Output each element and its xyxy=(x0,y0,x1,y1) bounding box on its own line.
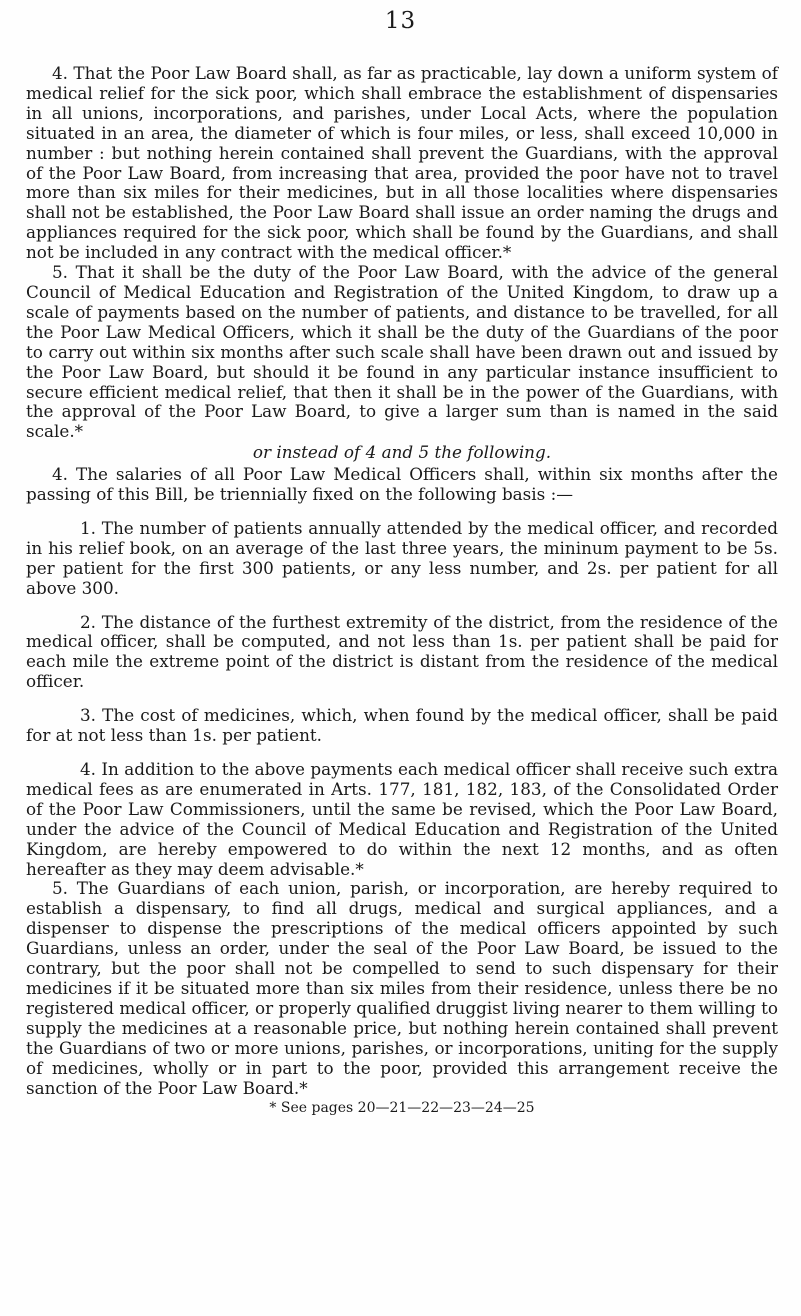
paragraph-4-salaries: 4. The salaries of all Poor Law Medical Officers shall, within six months after the passing of this Bill, be triennially fixed on the following basis :— xyxy=(26,464,778,505)
page-body xyxy=(26,64,778,1119)
footnote: * See pages 20—21—22—23—24—25 xyxy=(269,1100,535,1117)
paragraph-5-scale-of-payments: 5. That it shall be the duty of the Poor Law Board, with the advice of the general Council of Medical Education and Registration of the United Kingdom, to draw up a scale of payments based on the number of patients, and distance to be travelled, for all the Poor Law Medical Officers, which it shall be the duty of the Guardians of the poor to carry out within six months after such scale shall have been drawn out and issued by the Poor Law Board, but should it be found in any particular instance insufficient to secure efficient medical relief, that then it shall be in the power of the Guardians, with the approval of the Poor Law Board, to give a larger sum than is named in the said scale.* xyxy=(26,262,778,442)
subclause-2-distance: 2. The distance of the furthest extremity of the district, from the residence of the medical officer, shall be computed, and not less than 1s. per patient shall be paid for each mile the extreme point of the district is distant from the residence of the medical officer. xyxy=(26,611,778,692)
subclause-3-medicines: 3. The cost of medicines, which, when found by the medical officer, shall be paid for at not less than 1s. per patient. xyxy=(26,705,778,746)
paragraph-5-guardians-dispensary: 5. The Guardians of each union, parish, or incorporation, are hereby required to establish a dispensary, to find all drugs, medical and surgical appliances, and a dispenser to dispense the prescriptions of the medical officers appointed by such Guardians, unless an order, under the seal of the Poor Law Board, be issued to the contrary, but the poor shall not be compelled to send to such dispensary for their medicines if it be situated more than six miles from their residence, unless there be no registered medical officer, or properly qualified druggist living nearer to them willing to supply the medicines at a reasonable price, but nothing herein contained shall prevent the Guardians of two or more unions, parishes, or incorporations, uniting for the supply of medicines, wholly or in part to the poor, provided this arrangement receive the sanction of the Poor Law Board.* xyxy=(26,878,778,1098)
section-heading-alternative: or instead of 4 and 5 the following. xyxy=(252,442,552,463)
page-number: 13 xyxy=(384,8,417,34)
subclause-4-extra-fees: 4. In addition to the above payments each medical officer shall receive such extra medical fees as are enumerated in Arts. 177, 181, 182, 183, of the Consolidated Order of the Poor Law Commissioners, until the same be revised, which the Poor Law Board, under the advice of the Council of Medical Education and Registration of the United Kingdom, are hereby empowered to do within the next 12 months, and as often hereafter as they may deem advisable.* xyxy=(26,759,778,879)
subclause-1-patients: 1. The number of patients annually attended by the medical officer, and recorded in his relief book, on an average of the last three years, the mininum payment to be 5s. per patient for the first 300 patients, or any less number, and 2s. per patient for all above 300. xyxy=(26,517,778,598)
paragraph-4-dispensaries: 4. That the Poor Law Board shall, as far as practicable, lay down a uniform system of medical relief for the sick poor, which shall embrace the establishment of dispensaries in all unions, incorporations, and parishes, under Local Acts, where the population situated in an area, the diameter of which is four miles, or less, shall exceed 10,000 in number : but nothing herein contained shall prevent the Guardians, with the approval of the Poor Law Board, from increasing that area, provided the poor have not to travel more than six miles for their medicines, but in all those localities where dispensaries shall not be established, the Poor Law Board shall issue an order naming the drugs and appliances required for the sick poor, which shall be found by the Guardians, and shall not be included in any contract with the medical officer.* xyxy=(26,63,778,263)
